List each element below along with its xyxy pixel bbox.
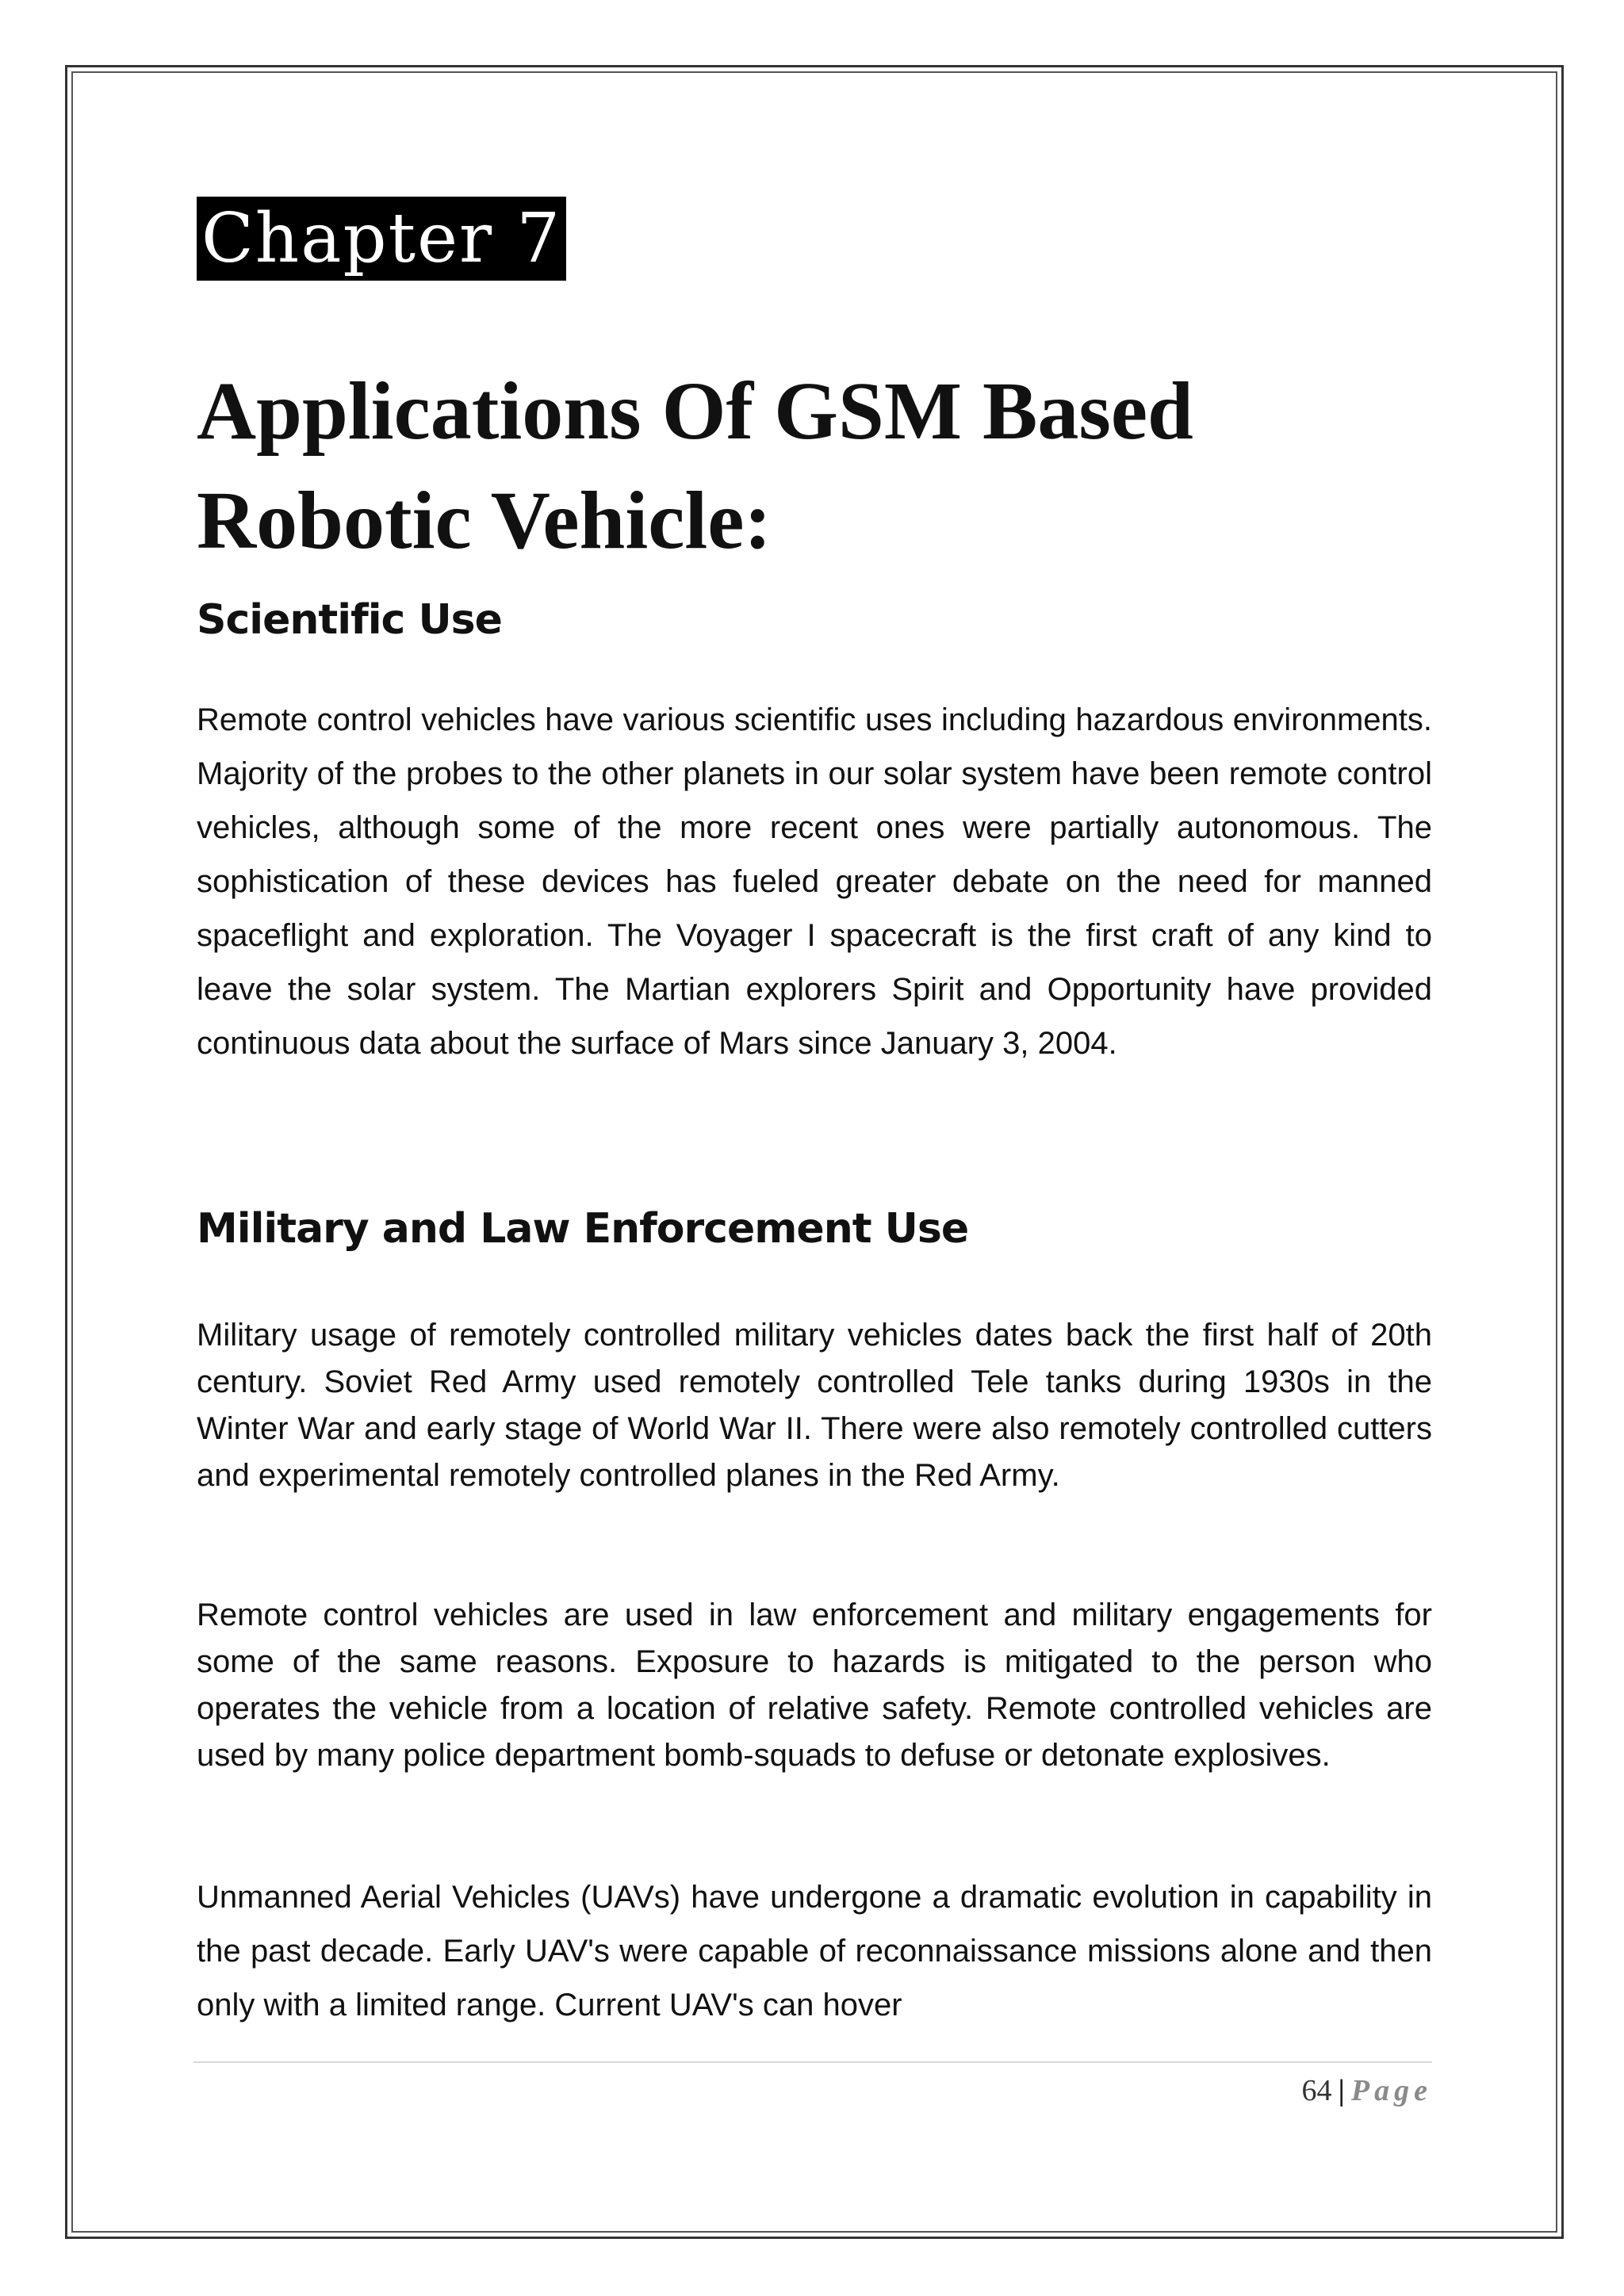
paragraph-military-history: Military usage of remotely controlled military vehicles dates back the first half of 20th century. Soviet Red Army used remotely controlled Tele tanks during 1930s in the Winter War and early stage of World War II. There were also remotely controlled cutters and experimental remotely controlled planes in the Red Army. <box>197 1318 1432 1493</box>
paragraph-scientific-use: Remote control vehicles have various scientific uses including hazardous environments. Majority of the probes to the other planets in our solar system have been remote control vehicles, although some of the more recent ones were partially autonomous. The sophistication of these devices has fueled greater debate on the need for manned spaceflight and exploration. The Voyager I spacecraft is the first craft of any kind to leave the solar system. The Martian explorers Spirit and Opportunity have provided continuous data about the surface of Mars since January 3, 2004. <box>197 702 1432 1061</box>
page-title <box>197 357 1432 576</box>
page-number: 64 <box>1301 2074 1332 2107</box>
paragraph-uav: Unmanned Aerial Vehicles (UAVs) have undergone a dramatic evolution in capability in the past decade. Early UAV's were capable of reconnaissance missions alone and then only with a limited range. Current UAV's can hover <box>197 1880 1432 2022</box>
page-footer <box>1302 2071 1432 2110</box>
page-word: Page <box>1350 2074 1432 2107</box>
paragraph-law-enforcement: Remote control vehicles are used in law enforcement and military engagements for some of the same reasons. Exposure to hazards is mitigated to the person who operates the vehicle from a location of relative safety. Remote controlled vehicles are used by many police department bomb-squads to defuse or detonate explosives. <box>197 1598 1432 1773</box>
section-heading-scientific-use: Scientific Use <box>197 596 502 644</box>
chapter-label: Chapter 7 <box>197 197 566 281</box>
title-line-2: Robotic Vehicle: <box>197 475 772 566</box>
footer-separator: | <box>1338 2074 1345 2107</box>
title-line-1: Applications Of GSM Based <box>197 365 1193 457</box>
footer-divider <box>193 2061 1432 2063</box>
section-heading-military-law-enforcement: Military and Law Enforcement Use <box>197 1205 969 1253</box>
